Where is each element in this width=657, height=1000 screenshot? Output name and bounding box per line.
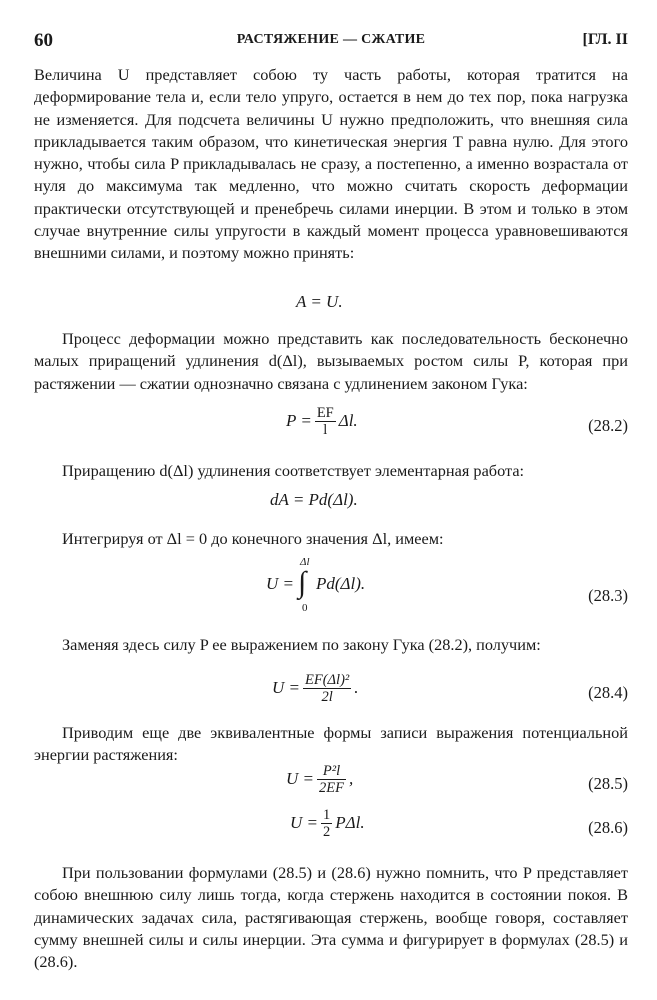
integral-lower-bound: 0 xyxy=(302,602,308,614)
paragraph-5: Заменяя здесь силу P ее выражением по закону Гука (28.2), получим: xyxy=(62,635,541,654)
integral-upper-bound: Δl xyxy=(300,556,310,568)
formula-lhs: U = xyxy=(266,573,294,593)
equation-number: (28.3) xyxy=(588,586,628,605)
formula-lhs: U = xyxy=(286,768,314,788)
formula-28-5 xyxy=(34,764,628,808)
formula-a-equals-u xyxy=(34,290,628,318)
equation-number: (28.4) xyxy=(588,683,628,702)
formula-expression xyxy=(286,764,353,796)
formula-expression xyxy=(286,406,358,438)
formula-expression: dA = Pd(Δl). xyxy=(270,490,358,509)
formula-expression xyxy=(272,673,359,705)
fraction xyxy=(315,406,336,438)
paragraph-7: При пользовании формулами (28.5) и (28.6) нужно помнить, что P представляет собою внешнюю силу лишь тогда, когда стержень находится в состоянии покоя. В динамических задачах сила, растягивающая стержень, вообще говоря, составляет сумму внешней силы и силы инерции. Эта сумма и фигурирует в формулах (28.5) и (28.6). xyxy=(34,863,628,972)
formula-28-6 xyxy=(34,808,628,852)
formula-28-4 xyxy=(34,673,628,717)
integral-sign xyxy=(297,556,313,614)
fraction-denominator: 2l xyxy=(321,689,333,705)
formula-lhs: U = xyxy=(290,812,318,832)
formula-28-3 xyxy=(34,556,628,620)
paragraph-2: Процесс деформации можно представить как последовательность бесконечно малых приращений удлинения d(Δl), вызываемых ростом силы P, которая при растяжении — сжатии однозначно связана с удлинением законом Гука: xyxy=(34,329,628,393)
fraction-numerator: EF xyxy=(316,405,334,421)
fraction-denominator: 2EF xyxy=(319,780,344,796)
paragraph-3: Приращению d(Δl) удлинения соответствует элементарная работа: xyxy=(62,461,525,480)
formula-rhs: , xyxy=(348,768,354,788)
fraction-denominator: 2 xyxy=(323,824,331,840)
formula-expression xyxy=(266,556,366,614)
formula-da xyxy=(34,490,628,516)
equation-number: (28.2) xyxy=(588,416,628,435)
paragraph-6: Приводим еще две эквивалентные формы записи выражения потенциальной энергии растяжения: xyxy=(34,723,628,765)
formula-rhs: Pd(Δl). xyxy=(316,573,366,593)
fraction xyxy=(303,673,351,705)
fraction xyxy=(317,764,346,796)
fraction-denominator: l xyxy=(323,422,328,438)
running-title: РАСТЯЖЕНИЕ — СЖАТИЕ xyxy=(236,32,426,47)
formula-28-2 xyxy=(34,406,628,450)
formula-rhs: PΔl. xyxy=(335,812,365,832)
fraction-numerator: 1 xyxy=(323,807,331,823)
formula-rhs: Δl. xyxy=(338,410,358,430)
formula-rhs: . xyxy=(354,677,359,697)
paragraph-4: Интегрируя от Δl = 0 до конечного значения Δl, имеем: xyxy=(62,529,444,548)
chapter-label: [ГЛ. II xyxy=(582,31,628,48)
formula-expression xyxy=(290,808,365,840)
equation-number: (28.6) xyxy=(588,818,628,837)
fraction xyxy=(321,808,332,840)
integral-icon: ∫ xyxy=(298,566,307,599)
formula-expression: A = U. xyxy=(296,292,343,311)
fraction-numerator: EF(Δl)² xyxy=(305,672,350,688)
formula-lhs: U = xyxy=(272,677,300,697)
page-header xyxy=(34,30,628,54)
paragraph-1: Величина U представляет собою ту часть работы, которая тратится на деформирование тела и, если тело упруго, остается в нем до тех пор, пока нагрузка не изменяется. Для подсчета величины U нужно предположить, что внешняя сила прикладывается таким образом, что кинетическая энергия T равна нулю. Для этого нужно, чтобы сила P прикладывалась не сразу, а постепенно, а именно возрастала от нуля до максимума так медленно, что можно считать скорость деформации практически отсутствующей и пренебречь силами инерции. В этом и только в этом случае внутренние силы упругости в каждый момент процесса уравновешиваются внешними силами, и поэтому можно принять: xyxy=(34,65,628,263)
formula-lhs: P = xyxy=(286,410,312,430)
equation-number: (28.5) xyxy=(588,774,628,793)
page-number: 60 xyxy=(34,30,53,51)
fraction-numerator: P²l xyxy=(317,764,346,780)
